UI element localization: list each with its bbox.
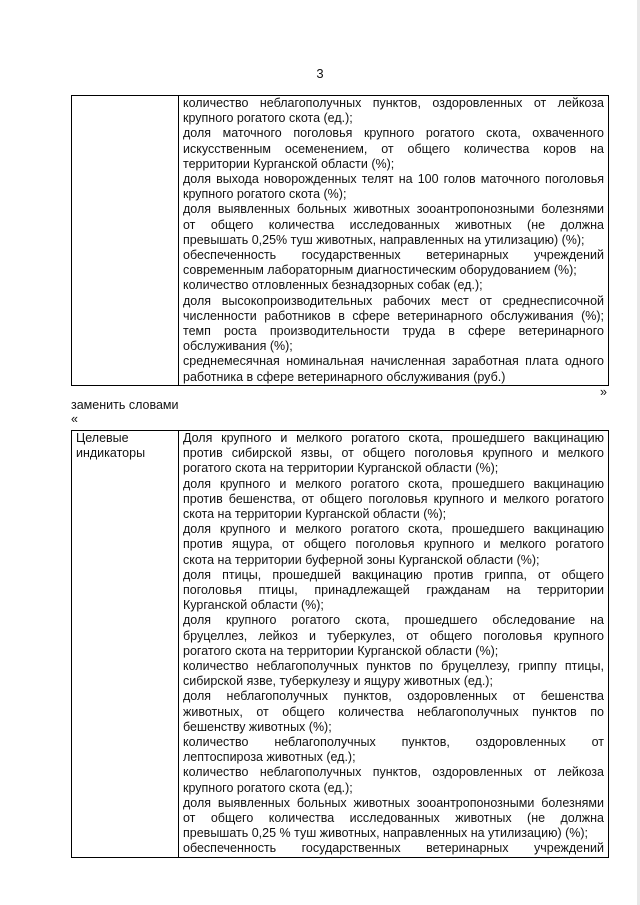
text-line: рогатого скота на территории Курганской области (%);: [183, 643, 499, 658]
text-line: доля высокопроизводительных рабочих мест от среднесписочной: [183, 293, 604, 308]
text-line: поголовья птицы, принадлежащей гражданам на территории: [183, 583, 604, 598]
label-line: индикаторы: [76, 446, 146, 461]
text-line: современным лабораторным диагностическим оборудованием (%);: [183, 263, 577, 278]
text-line: против сибирской язвы, от общего поголовья крупного и мелкого: [183, 446, 604, 461]
text-line: против ящура, от общего поголовья крупного и мелкого рогатого: [183, 537, 604, 552]
text-line: доля крупного и мелкого рогатого скота, прошедшего вакцинацию: [183, 522, 604, 537]
page-number: 3: [316, 66, 324, 81]
text-line: от общего количества исследованных животных (не должна: [183, 811, 604, 826]
text-line: против бешенства, от общего поголовья крупного и мелкого рогатого: [183, 491, 604, 506]
table-text-cell: [179, 431, 609, 858]
text-line: доля маточного поголовья крупного рогатого скота, охваченного: [183, 126, 604, 141]
text-line: животных, от общего количества неблагополучных пунктов по: [183, 704, 604, 719]
indicators-table-old: [71, 95, 609, 386]
indicators-table-new: [71, 430, 609, 858]
text-line: от общего количества исследованных животных (не должна: [183, 217, 604, 232]
text-line: крупного рогатого скота (ед.);: [183, 780, 353, 795]
text-line: скота на территории буферной зоны Курганской области (%);: [183, 552, 540, 567]
table-label-cell: [72, 96, 179, 386]
text-line: искусственным осеменением, от общего количества коров на: [183, 141, 604, 156]
replace-instruction: заменить словами: [71, 398, 179, 412]
text-line: темп роста производительности труда в сфере ветеринарного: [183, 324, 604, 339]
text-line: рогатого скота на территории Курганской области (%);: [183, 461, 499, 476]
text-line: доля выявленных больных животных зооантропонозными болезнями: [183, 795, 604, 810]
text-line: лептоспироза животных (ед.);: [183, 750, 356, 765]
text-line: скота на территории Курганской области (%);: [183, 507, 447, 522]
text-line: доля крупного и мелкого рогатого скота, прошедшего вакцинацию: [183, 476, 604, 491]
text-line: превышать 0,25 % туш животных, направленных на утилизацию) (%);: [183, 826, 588, 841]
text-line: количество неблагополучных пунктов, оздоровленных от лейкоза: [183, 765, 604, 780]
text-line: крупного рогатого скота (%);: [183, 187, 347, 202]
text-line: Курганской области (%);: [183, 598, 324, 613]
text-line: доля крупного рогатого скота, прошедшего обследование на: [183, 613, 604, 628]
text-line: доля птицы, прошедшей вакцинацию против гриппа, от общего: [183, 567, 604, 582]
text-line: доля неблагополучных пунктов, оздоровленных от бешенства: [183, 689, 604, 704]
text-line: работника в сфере ветеринарного обслуживания (руб.): [183, 369, 506, 384]
table-label-cell: [72, 431, 179, 858]
text-line: Доля крупного и мелкого рогатого скота, прошедшего вакцинацию: [183, 431, 604, 445]
text-line: среднемесячная номинальная начисленная заработная плата одного: [183, 354, 604, 369]
text-line: обеспеченность государственных ветеринарных учреждений: [183, 841, 604, 856]
label-line: Целевые: [76, 431, 129, 445]
text-line: сибирской язве, туберкулезу и ящуру животных (ед.);: [183, 674, 493, 689]
table-text-cell: [179, 96, 609, 386]
text-line: крупного рогатого скота (ед.);: [183, 111, 353, 126]
text-line: количество отловленных безнадзорных собак (ед.);: [183, 278, 483, 293]
opening-quote: «: [71, 412, 78, 426]
closing-quote: »: [600, 385, 607, 399]
text-line: количество неблагополучных пунктов, оздоровленных от лейкоза: [183, 96, 604, 110]
text-line: обеспеченность государственных ветеринарных учреждений: [183, 248, 604, 263]
text-line: бруцеллез, лейкоз и туберкулез, от общего поголовья крупного: [183, 628, 604, 643]
text-line: территории Курганской области (%);: [183, 156, 395, 171]
text-line: превышать 0,25% туш животных, направленных на утилизацию) (%);: [183, 232, 585, 247]
text-line: бешенству животных (%);: [183, 719, 332, 734]
text-line: количество неблагополучных пунктов, оздоровленных от: [183, 735, 604, 750]
text-line: количество неблагополучных пунктов по бруцеллезу, гриппу птицы,: [183, 659, 604, 674]
text-line: доля выявленных больных животных зооантропонозными болезнями: [183, 202, 604, 217]
text-line: доля выхода новорожденных телят на 100 голов маточного поголовья: [183, 172, 604, 187]
text-line: численности работников в сфере ветеринарного обслуживания (%);: [183, 308, 604, 323]
text-line: обслуживания (%);: [183, 339, 293, 354]
